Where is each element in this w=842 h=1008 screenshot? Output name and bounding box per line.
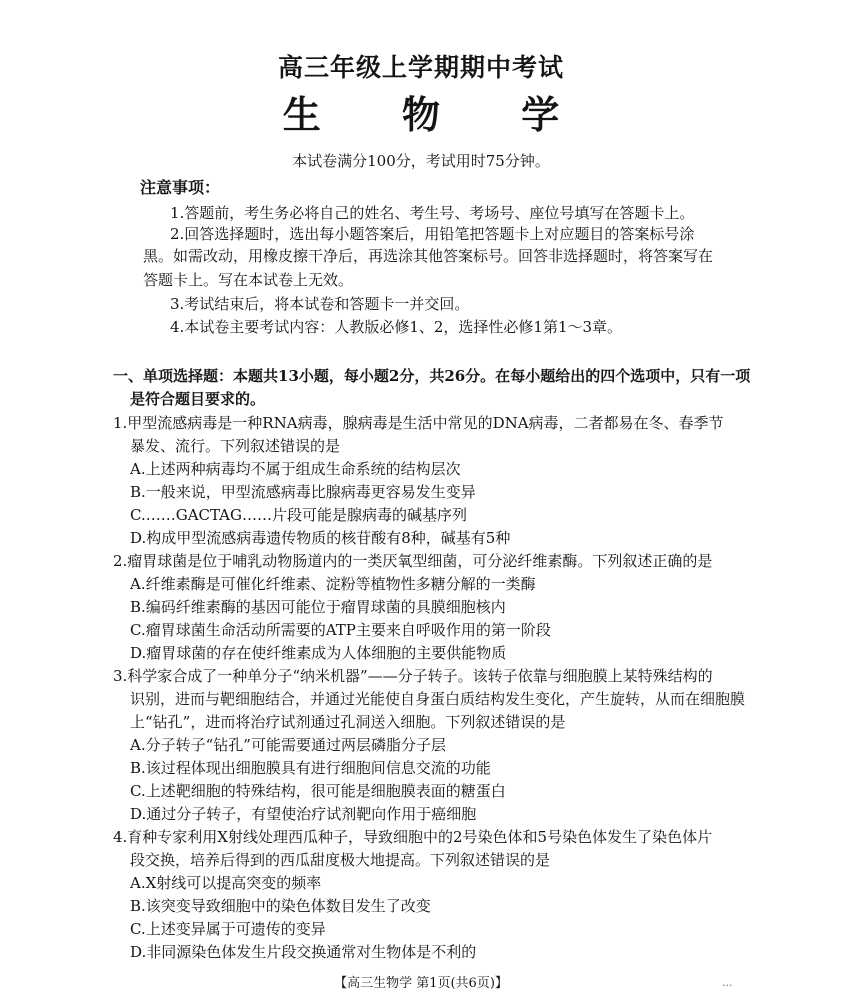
question-1-option-a: A.上述两种病毒均不属于组成生命系统的结构层次 xyxy=(130,460,461,478)
notice-item-1: 1.答题前，考生务必将自己的姓名、考生号、考场号、座位号填写在答题卡上。 xyxy=(170,204,695,222)
question-1-stem-line-2: 暴发、流行。下列叙述错误的是 xyxy=(130,437,341,455)
question-3-option-c: C.上述靶细胞的特殊结构，很可能是细胞膜表面的糖蛋白 xyxy=(130,782,506,800)
question-2-option-c: C.瘤胃球菌生命活动所需要的ATP主要来自呼吸作用的第一阶段 xyxy=(130,621,551,639)
exam-title: 高三年级上学期期中考试 xyxy=(277,53,564,82)
question-2-option-d: D.瘤胃球菌的存在使纤维素成为人体细胞的主要供能物质 xyxy=(130,644,507,662)
notice-item-3: 3.考试结束后，将本试卷和答题卡一并交回。 xyxy=(170,295,470,313)
question-2-option-a: A.纤维素酶是可催化纤维素、淀粉等植物性多糖分解的一类酶 xyxy=(130,575,536,593)
question-2-option-b: B.编码纤维素酶的基因可能位于瘤胃球菌的具膜细胞核内 xyxy=(130,598,506,616)
question-1-stem-line-1: 1.甲型流感病毒是一种RNA病毒，腺病毒是生活中常见的DNA病毒，二者都易在冬、春季节 xyxy=(113,414,724,432)
question-1-option-b: B.一般来说，甲型流感病毒比腺病毒更容易发生变异 xyxy=(130,483,476,501)
section-heading-line-2: 是符合题目要求的。 xyxy=(130,390,266,408)
question-4-option-b: B.该突变导致细胞中的染色体数目发生了改变 xyxy=(130,897,431,915)
question-3-option-d: D.通过分子转子，有望使治疗试剂靶向作用于癌细胞 xyxy=(130,805,477,823)
page-footer: 【高三生物学 第1页(共6页)】 xyxy=(334,976,508,991)
question-2-stem-line-1: 2.瘤胃球菌是位于哺乳动物肠道内的一类厌氧型细菌，可分泌纤维素酶。下列叙述正确的是 xyxy=(113,552,713,570)
question-1-option-c: C.……GACTAG……片段可能是腺病毒的碱基序列 xyxy=(130,506,468,524)
notice-item-2-line-1: 2.回答选择题时，选出每小题答案后，用铅笔把答题卡上对应题目的答案标号涂 xyxy=(170,225,695,243)
question-3-stem-line-3: 上“钻孔”，进而将治疗试剂通过孔洞送入细胞。下列叙述错误的是 xyxy=(130,713,566,731)
question-4-option-c: C.上述变异属于可遗传的变异 xyxy=(130,920,326,938)
question-4-stem-line-2: 段交换，培养后得到的西瓜甜度极大地提高。下列叙述错误的是 xyxy=(130,851,551,869)
question-3-stem-line-2: 识别，进而与靶细胞结合，并通过光能使自身蛋白质结构发生变化，产生旋转，从而在细胞膜 xyxy=(130,690,746,708)
subject-title: 生 物 学 xyxy=(282,92,594,137)
question-3-option-a: A.分子转子“钻孔”可能需要通过两层磷脂分子层 xyxy=(130,736,446,754)
corner-mark: ... xyxy=(722,976,733,989)
question-1-option-d: D.构成甲型流感病毒遗传物质的核苷酸有8种，碱基有5种 xyxy=(130,529,511,547)
question-3-option-b: B.该过程体现出细胞膜具有进行细胞间信息交流的功能 xyxy=(130,759,491,777)
section-heading-line-1: 一、单项选择题：本题共13小题，每小题2分，共26分。在每小题给出的四个选项中，只有一项 xyxy=(113,367,751,385)
notice-item-4: 4.本试卷主要考试内容：人教版必修1、2，选择性必修1第1～3章。 xyxy=(170,318,623,336)
question-4-option-a: A.X射线可以提高突变的频率 xyxy=(130,874,322,892)
notice-item-2-line-3: 答题卡上。写在本试卷上无效。 xyxy=(143,271,354,289)
notice-item-2-line-2: 黑。如需改动，用橡皮擦干净后，再选涂其他答案标号。回答非选择题时，将答案写在 xyxy=(143,247,714,265)
question-3-stem-line-1: 3.科学家合成了一种单分子“纳米机器”——分子转子。该转子依靠与细胞膜上某特殊结构的 xyxy=(113,667,713,685)
question-4-option-d: D.非同源染色体发生片段交换通常对生物体是不利的 xyxy=(130,943,477,961)
notice-heading: 注意事项： xyxy=(140,178,221,197)
question-4-stem-line-1: 4.育种专家利用X射线处理西瓜种子，导致细胞中的2号染色体和5号染色体发生了染色体片 xyxy=(113,828,713,846)
exam-meta: 本试卷满分100分，考试用时75分钟。 xyxy=(292,152,550,170)
